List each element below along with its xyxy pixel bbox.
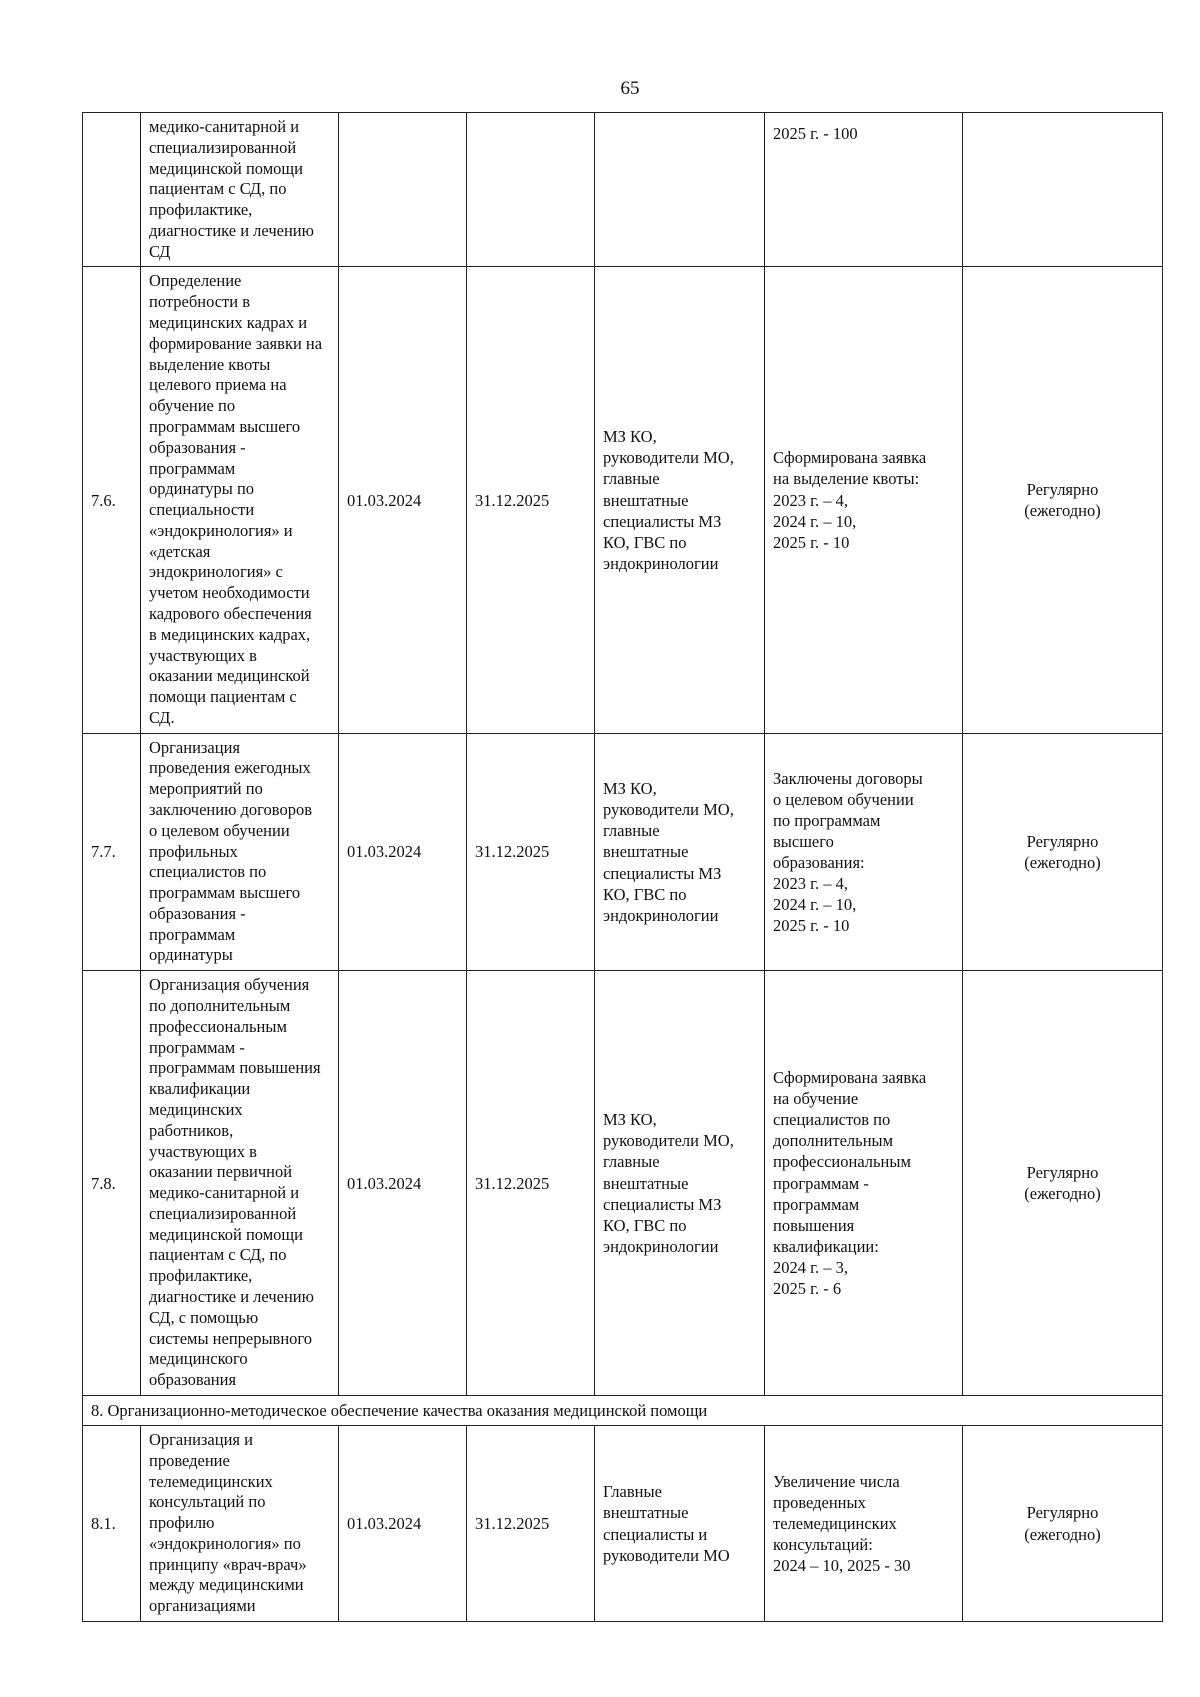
expected-result: 2025 г. - 100 bbox=[765, 113, 963, 267]
expected-result: Заключены договоры о целевом обучении по программам высшего образования: 2023 г. – 4, 2024 г. – 10, 2025 г. - 10 bbox=[765, 733, 963, 971]
end-date: 31.12.2025 bbox=[467, 1425, 595, 1621]
row-number bbox=[83, 113, 141, 267]
responsible: МЗ КО, руководители МО, главные внештатные специалисты МЗ КО, ГВС по эндокринологии bbox=[595, 971, 765, 1396]
frequency: Регулярно (ежегодно) bbox=[963, 971, 1163, 1396]
expected-result: Увеличение числа проведенных телемедицинских консультаций: 2024 – 10, 2025 - 30 bbox=[765, 1425, 963, 1621]
table-row bbox=[83, 971, 1163, 1396]
row-number: 7.8. bbox=[83, 971, 141, 1396]
end-date bbox=[467, 113, 595, 267]
row-number: 8.1. bbox=[83, 1425, 141, 1621]
frequency: Регулярно (ежегодно) bbox=[963, 733, 1163, 971]
end-date: 31.12.2025 bbox=[467, 971, 595, 1396]
expected-result: Сформирована заявка на выделение квоты: 2023 г. – 4, 2024 г. – 10, 2025 г. - 10 bbox=[765, 267, 963, 733]
page-number: 65 bbox=[620, 78, 640, 99]
action-plan-table bbox=[82, 112, 1163, 1622]
activity-name: Организация проведения ежегодных мероприятий по заключению договоров о целевом обучении профильных специалистов по программам высшего образования - программам ординатуры bbox=[141, 733, 339, 971]
start-date: 01.03.2024 bbox=[339, 267, 467, 733]
responsible: МЗ КО, руководители МО, главные внештатные специалисты МЗ КО, ГВС по эндокринологии bbox=[595, 733, 765, 971]
responsible: МЗ КО, руководители МО, главные внештатные специалисты МЗ КО, ГВС по эндокринологии bbox=[595, 267, 765, 733]
table-row bbox=[83, 267, 1163, 733]
table-row bbox=[83, 733, 1163, 971]
frequency: Регулярно (ежегодно) bbox=[963, 267, 1163, 733]
responsible: Главные внештатные специалисты и руководители МО bbox=[595, 1425, 765, 1621]
activity-name: Организация обучения по дополнительным профессиональным программам - программам повышения квалификации медицинских работников, участвующих в оказании первичной медико-санитарной и специализированной медицинской помощи пациентам с СД, по профилактике, диагностике и лечению СД, с помощью системы непрерывного медицинского образования bbox=[141, 971, 339, 1396]
end-date: 31.12.2025 bbox=[467, 733, 595, 971]
row-number: 7.7. bbox=[83, 733, 141, 971]
frequency: Регулярно (ежегодно) bbox=[963, 1425, 1163, 1621]
start-date bbox=[339, 113, 467, 267]
activity-name: Организация и проведение телемедицинских консультаций по профилю «эндокринология» по принципу «врач-врач» между медицинскими организациями bbox=[141, 1425, 339, 1621]
section-title: 8. Организационно-методическое обеспечение качества оказания медицинской помощи bbox=[83, 1395, 1163, 1425]
section-header-row bbox=[83, 1395, 1163, 1425]
activity-name: Определение потребности в медицинских кадрах и формирование заявки на выделение квоты целевого приема на обучение по программам высшего образования - программам ординатуры по специальности «эндокринология» и «детская эндокринология» с учетом необходимости кадрового обеспечения в медицинских кадрах, участвующих в оказании медицинской помощи пациентам с СД. bbox=[141, 267, 339, 733]
table-row bbox=[83, 113, 1163, 267]
row-number: 7.6. bbox=[83, 267, 141, 733]
start-date: 01.03.2024 bbox=[339, 1425, 467, 1621]
responsible bbox=[595, 113, 765, 267]
start-date: 01.03.2024 bbox=[339, 971, 467, 1396]
start-date: 01.03.2024 bbox=[339, 733, 467, 971]
activity-name: медико-санитарной и специализированной медицинской помощи пациентам с СД, по профилактике, диагностике и лечению СД bbox=[141, 113, 339, 267]
table-row bbox=[83, 1425, 1163, 1621]
end-date: 31.12.2025 bbox=[467, 267, 595, 733]
frequency bbox=[963, 113, 1163, 267]
expected-result: Сформирована заявка на обучение специалистов по дополнительным профессиональным программам - программам повышения квалификации: 2024 г. – 3, 2025 г. - 6 bbox=[765, 971, 963, 1396]
